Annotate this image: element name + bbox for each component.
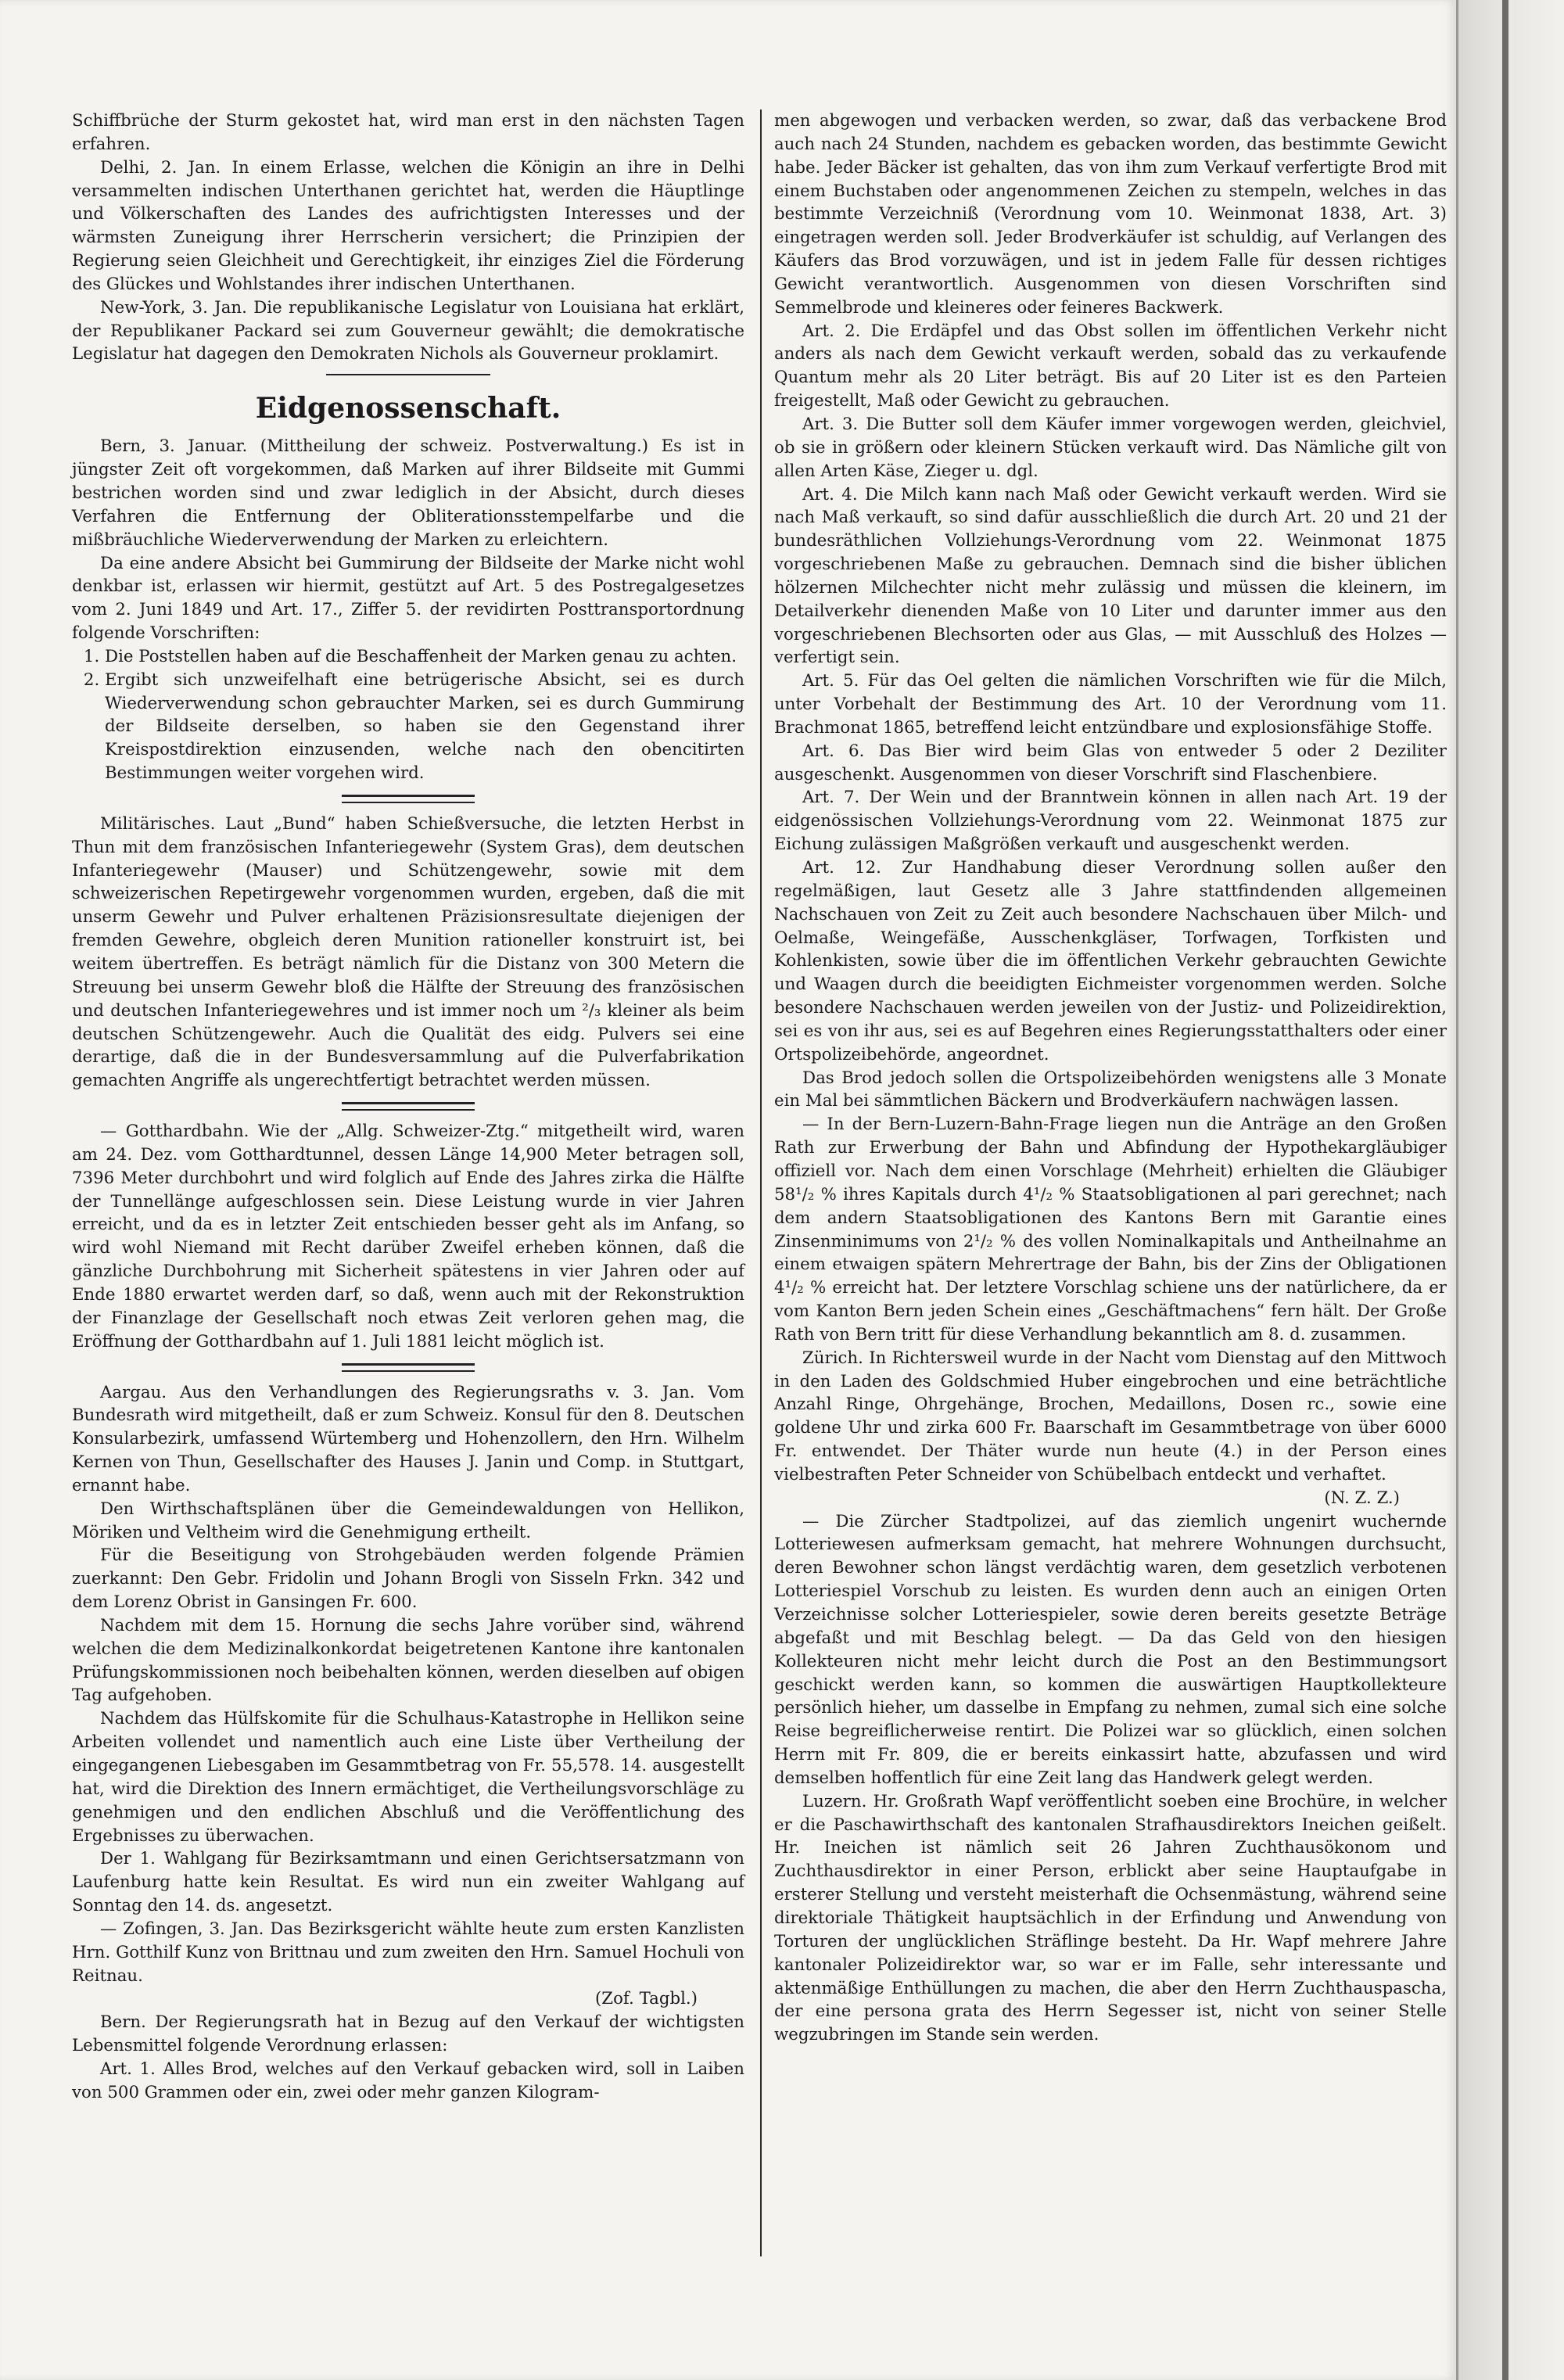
article-paragraph: Schiffbrüche der Sturm gekostet hat, wird man erst in den nächsten Tagen erfahren. bbox=[72, 111, 744, 154]
article-paragraph: Art. 5. Für das Oel gelten die nämlichen Vorschriften wie für die Milch, unter Vorbehalt der Bestimmung des Art. 10 der Verordnung vom 11. Brachmonat 1865, betreffend leicht entzündbare und explosionsfähige Stoffe. bbox=[774, 671, 1447, 738]
source-citation: (Zof. Tagbl.) bbox=[595, 1989, 698, 2009]
separator-rule bbox=[326, 374, 490, 375]
separator-rule bbox=[342, 795, 475, 803]
article-bern-luzern-bahn: — In der Bern-Luzern-Bahn-Frage liegen nun die Anträge an den Großen Rath zur Erwerbung der Bahn und Abfindung der Hypothekargläubiger offiziell vor. Nach dem einen Vorschlage (Mehrheit) erhielten die Gläubiger 58¹/₂ % ihres Kapitals durch 4¹/₂ % Staatsobligationen al pari gerechnet; nach dem andern Staatsobligationen des Kantons Bern mit Garantie eines Zinsenminimums von 2¹/₂ % des vollen Nominalkapitals und Antheilnahme an einem etwaigen spätern Mehrertrage der Bahn, bis der Zins der Obligationen 4¹/₂ % erreicht hat. Der letztere Vorschlag schiene uns der natürlichere, da er vom Kanton Bern jeden Schein eines „Geschäftmachens“ fern hält. Der Große Rath von Bern tritt für diese Verhandlung bekanntlich am 8. d. zusammen. bbox=[774, 1115, 1447, 1344]
article-militaerisches: Militärisches. Laut „Bund“ haben Schießversuche, die letzten Herbst in Thun mit dem französischen Infanteriegewehr (System Gras), dem deutschen Infanteriegewehr (Mauser) und Schützengewehr, sowie mit dem schweizerischen Repetirgewehr vorgenommen wurden, ergeben, daß die mit unserm Gewehr und Pulver erhaltenen Präzisionsresultate diejenigen der fremden Gewehre, obgleich deren Munition rationeller konstruirt ist, bei weitem übertreffen. Es beträgt nämlich für die Distanz von 300 Metern die Streuung bei unserm Gewehr bloß die Hälfte der Streuung des französischen und deutschen Infanteriegewehres und ist immer noch um ²/₃ kleiner als beim deutschen Schützengewehr. Auch die Qualität des eidg. Pulvers sei eine derartige, daß die in der Bundesversammlung auf die Pulverfabrikation gemachten Angriffe als ungerechtfertigt betrachtet werden müssen. bbox=[72, 813, 744, 1091]
article-paragraph: Art. 2. Die Erdäpfel und das Obst sollen im öffentlichen Verkehr nicht anders als nach dem Gewicht verkauft werden, sobald das zu verkaufende Quantum mehr als 20 Liter beträgt. Bis auf 20 Liter ist es den Parteien freigestellt, Maß oder Gewicht zu gebrauchen. bbox=[774, 321, 1447, 411]
article-paragraph: Der 1. Wahlgang für Bezirksamtmann und einen Gerichtsersatzmann von Laufenburg hatte kein Resultat. Es wird nun ein zweiter Wahlgang auf Sonntag den 14. ds. angesetzt. bbox=[72, 1849, 744, 1916]
list-item: 2. Ergibt sich unzweifelhaft eine betrügerische Absicht, sei es durch Wiederverwendung schon gebrauchter Marken, sei es durch Gummirung der Bildseite derselben, so haben sie den Gegenstand ihrer Kreispostdirektion einzusenden, welche nach den obencitirten Bestimmungen weiter vorgehen wird. bbox=[105, 669, 744, 785]
article-paragraph: Nachdem mit dem 15. Hornung die sechs Jahre vorüber sind, während welchen die dem Medizinalkonkordat beigetretenen Kantone ihre kantonalen Prüfungskommissionen noch beibehalten können, werden dieselben auf obigen Tag aufgehoben. bbox=[72, 1615, 744, 1706]
article-paragraph: Art. 7. Der Wein und der Branntwein können in allen nach Art. 19 der eidgenössischen Vollziehungs-Verordnung vom 22. Weinmonat 1875 zur Eichung zulässigen Maßgrößen verkauft und ausgeschenkt werden. bbox=[774, 788, 1447, 855]
article-paragraph: Art. 6. Das Bier wird beim Glas von entweder 5 oder 2 Deziliter ausgeschenkt. Ausgenommen von dieser Vorschrift sind Flaschenbiere. bbox=[774, 741, 1447, 784]
section-title: Eidgenossenschaft. bbox=[255, 392, 561, 425]
article-paragraph: men abgewogen und verbacken werden, so zwar, daß das verbackene Brod auch nach 24 Stunden, nachdem es gebacken worden, das bestimmte Gewicht habe. Jeder Bäcker ist gehalten, das von ihm zum Verkauf verfertigte Brod mit einem Buchstaben oder angenommenen Zeichen zu stempeln, welches in das bestimmte Verzeichniß (Verordnung vom 10. Weinmonat 1838, Art. 3) eingetragen werden soll. Jeder Brodverkäufer ist schuldig, auf Verlangen des Käufers das Brod vorzuwägen, und ist in jedem Falle für dessen richtiges Gewicht verantwortlich. Ausgenommen von diesen Vorschriften sind Semmelbrode und kleineres oder feineres Backwerk. bbox=[774, 111, 1447, 318]
article-bern-post: Bern, 3. Januar. (Mittheilung der schweiz. Postverwaltung.) Es ist in jüngster Zeit oft vorgekommen, daß Marken auf ihrer Bildseite mit Gummi bestrichen worden sind und zwar lediglich in der Absicht, durch dieses Verfahren die Entfernung der Obliterationsstempelfarbe und die mißbräuchliche Wiederverwendung der Marken zu erleichtern. bbox=[72, 436, 744, 550]
right-column bbox=[774, 109, 1447, 2047]
article-paragraph: Da eine andere Absicht bei Gummirung der Bildseite der Marke nicht wohl denkbar ist, erlassen wir hiermit, gestützt auf Art. 5 des Postregalgesetzes vom 2. Juni 1849 und Art. 17., Ziffer 5. der revidirten Posttransportordnung folgende Vorschriften: bbox=[72, 553, 744, 644]
article-paragraph: Art. 4. Die Milch kann nach Maß oder Gewicht verkauft werden. Wird sie nach Maß verkauft, so sind dafür ausschließlich die durch Art. 20 und 21 der bundesräthlichen Vollziehungs-Verordnung vom 22. Weinmonat 1875 vorgeschriebenen Maße zu gebrauchen. Demnach sind die bisher üblichen hölzernen Milchechter nicht mehr zulässig und müssen die kleinern, im Detailverkehr dienenden Maße von 10 Liter und darunter immer aus den vorgeschriebenen Blechsorten oder aus Glas, — mit Ausschluß des Holzes — verfertigt sein. bbox=[774, 484, 1447, 668]
article-stadtpolizei: — Die Zürcher Stadtpolizei, auf das ziemlich ungenirt wuchernde Lotteriewesen aufmerksam gemacht, hat mehrere Wohnungen durchsucht, deren Bewohner schon längst verdächtig waren, dem gesetzlich verbotenen Lotteriespiel Vorschub zu leisten. Es wurden denn auch an einigen Orten Verzeichnisse solcher Lotteriespieler, sowie deren bereits gesetzte Beträge abgefaßt und mit Beschlag belegt. — Da das Geld von den hiesigen Kollekteuren nicht mehr leicht durch die Post an den Bestimmungsort geschickt werden kann, so kommen die auswärtigen Hauptkollekteure persönlich hieher, um dasselbe in Empfang zu nehmen, zumal sich eine solche Reise begreiflicherweise rentirt. Die Polizei war so glücklich, einen solchen Herrn mit Fr. 809, die er bereits einkassirt hatte, abzufassen und wird demselben hoffentlich für eine Zeit lang das Handwerk gelegt werden. bbox=[774, 1511, 1447, 1788]
article-delhi: Delhi, 2. Jan. In einem Erlasse, welchen die Königin an ihre in Delhi versammelten indischen Unterthanen gerichtet hat, werden die Häuptlinge und Völkerschaften des Landes des aufrichtigsten Interesses und der wärmsten Zuneigung ihrer Herrscherin versichert; die Prinzipien der Regierung seien Gleichheit und Gerechtigkeit, ihr einziges Ziel die Förderung des Glückes und Wohlstandes ihrer indischen Unterthanen. bbox=[72, 157, 744, 294]
regulation-list bbox=[72, 645, 744, 785]
separator-rule bbox=[342, 1363, 475, 1372]
article-zuerich: Zürich. In Richtersweil wurde in der Nacht vom Dienstag auf den Mittwoch in den Laden des Goldschmied Huber eingebrochen und eine beträchtliche Anzahl Ringe, Ohrgehänge, Brochen, Medaillons, Dosen rc., sowie eine goldene Uhr und zirka 600 Fr. Baarschaft im Gesammtbetrage von über 6000 Fr. entwendet. Der Thäter wurde nun heute (4.) in der Person eines vielbestraften Peter Schneider von Schübelbach entdeckt und verhaftet. bbox=[774, 1348, 1447, 1484]
article-gotthardbahn: — Gotthardbahn. Wie der „Allg. Schweizer-Ztg.“ mitgetheilt wird, waren am 24. Dez. vom Gotthardtunnel, dessen Länge 14,900 Meter betragen soll, 7396 Meter durchbohrt und wird folglich auf Ende des Jahres zirka die Hälfte der Tunnellänge aufgeschlossen sein. Diese Leistung wurde in vier Jahren erreicht, und da es in letzter Zeit entschieden besser geht als im Anfang, so wird wohl Niemand mit Recht darüber Zweifel erheben können, daß die gänzliche Durchbohrung mit Sicherheit spätestens in vier Jahren oder auf Ende 1880 erwartet werden darf, so daß, wenn auch mit der Rekonstruktion der Finanzlage der Gesellschaft noch etwas Zeit verloren gehen mag, die Eröffnung der Gotthardbahn auf 1. Juli 1881 leicht möglich ist. bbox=[72, 1122, 744, 1352]
article-paragraph: Nachdem das Hülfskomite für die Schulhaus-Katastrophe in Hellikon seine Arbeiten vollendet und namentlich auch eine Liste über Vertheilung der eingegangenen Liebesgaben im Gesammtbetrag von Fr. 55,578. 14. ausgestellt hat, wird die Direktion des Innern ermächtiget, die Vertheilungsvorschläge zu genehmigen und den endlichen Abschluß und die Veröffentlichung des Ergebnisses zu überwachen. bbox=[72, 1709, 744, 1846]
facing-page-edge bbox=[1456, 0, 1564, 2380]
list-item: 1. Die Poststellen haben auf die Beschaffenheit der Marken genau zu achten. bbox=[105, 645, 744, 669]
article-paragraph: Art. 12. Zur Handhabung dieser Verordnung sollen außer den regelmäßigen, laut Gesetz alle 3 Jahre stattfindenden allgemeinen Nachschauen von Zeit zu Zeit auch besondere Nachschauen über Milch- und Oelmaße, Weingefäße, Ausschenkgläser, Torfwagen, Torfkisten und Kohlenkisten, sowie über die im öffentlichen Verkehr gebrauchten Gewichte und Waagen durch die beeidigten Eichmeister vorgenommen werden. Solche besondere Nachschauen werden jeweilen von der Justiz- und Polizeidirektion, sei es von ihr aus, sei es auf Begehren eines Regierungsstatthalters oder einer Ortspolizeibehörde, angeordnet. bbox=[774, 858, 1447, 1064]
article-zofingen: — Zofingen, 3. Jan. Das Bezirksgericht wählte heute zum ersten Kanzlisten Hrn. Gotthilf Kunz von Brittnau und zum zweiten den Hrn. Samuel Hochuli von Reitnau. bbox=[72, 1919, 744, 1986]
source-citation: (N. Z. Z.) bbox=[1324, 1488, 1400, 1508]
left-column bbox=[72, 109, 744, 2105]
article-paragraph: Das Brod jedoch sollen die Ortspolizeibehörden wenigstens alle 3 Monate ein Mal bei sämmtlichen Bäckern und Brodverkäufern nachwägen lassen. bbox=[774, 1068, 1447, 1111]
article-luzern: Luzern. Hr. Großrath Wapf veröffentlicht soeben eine Brochüre, in welcher er die Paschawirthschaft des kantonalen Strafhausdirektors Ineichen geißelt. Hr. Ineichen ist nämlich seit 26 Jahren Zuchthausökonom und Zuchthausdirektor in einer Person, erblickt aber seine Hauptaufgabe in ersterer Stellung und versteht meisterhaft die Ochsenmästung, während seine direktoriale Thätigkeit hauptsächlich in der Erfindung und Anwendung von Torturen der unglücklichen Sträflinge besteht. Da Hr. Wapf mehrere Jahre kantonaler Polizeidirektor war, so war er im Falle, sehr interessante und aktenmäßige Enthüllungen zu machen, die aber den Herrn Zuchthauspascha, der eine persona grata des Herrn Segesser ist, nicht von seiner Stelle wegzubringen im Stande sein werden. bbox=[774, 1791, 1447, 2045]
column-divider bbox=[760, 109, 762, 2256]
article-paragraph: Art. 3. Die Butter soll dem Käufer immer vorgewogen werden, gleichviel, ob sie in größern oder kleinern Stücken verkauft wird. Das Nämliche gilt von allen Arten Käse, Zieger u. dgl. bbox=[774, 414, 1447, 481]
article-paragraph: Den Wirthschaftsplänen über die Gemeindewaldungen von Hellikon, Möriken und Veltheim wird die Genehmigung ertheilt. bbox=[72, 1499, 744, 1542]
article-bern-lebensmittel: Bern. Der Regierungsrath hat in Bezug auf den Verkauf der wichtigsten Lebensmittel folgende Verordnung erlassen: bbox=[72, 2012, 744, 2056]
article-aargau: Aargau. Aus den Verhandlungen des Regierungsraths v. 3. Jan. Vom Bundesrath wird mitgetheilt, daß er zum Schweiz. Konsul für den 8. Deutschen Konsularbezirk, umfassend Würtemberg und Hohenzollern, den Hrn. Wilhelm Kernen von Thun, Gesellschafter des Hauses J. Janin und Comp. in Stuttgart, ernannt habe. bbox=[72, 1382, 744, 1495]
article-paragraph: Art. 1. Alles Brod, welches auf den Verkauf gebacken wird, soll in Laiben von 500 Grammen oder ein, zwei oder mehr ganzen Kilogram- bbox=[72, 2059, 744, 2102]
article-paragraph: Für die Beseitigung von Strohgebäuden werden folgende Prämien zuerkannt: Den Gebr. Fridolin und Johann Brogli von Sisseln Frkn. 342 und dem Lorenz Obrist in Gansingen Fr. 600. bbox=[72, 1545, 744, 1613]
article-new-york: New-York, 3. Jan. Die republikanische Legislatur von Louisiana hat erklärt, der Republikaner Packard sei zum Gouverneur gewählt; die demokratische Legislatur hat dagegen den Demokraten Nichols als Gouverneur proklamirt. bbox=[72, 297, 744, 364]
book-spine bbox=[1502, 0, 1508, 2380]
separator-rule bbox=[342, 1102, 475, 1111]
